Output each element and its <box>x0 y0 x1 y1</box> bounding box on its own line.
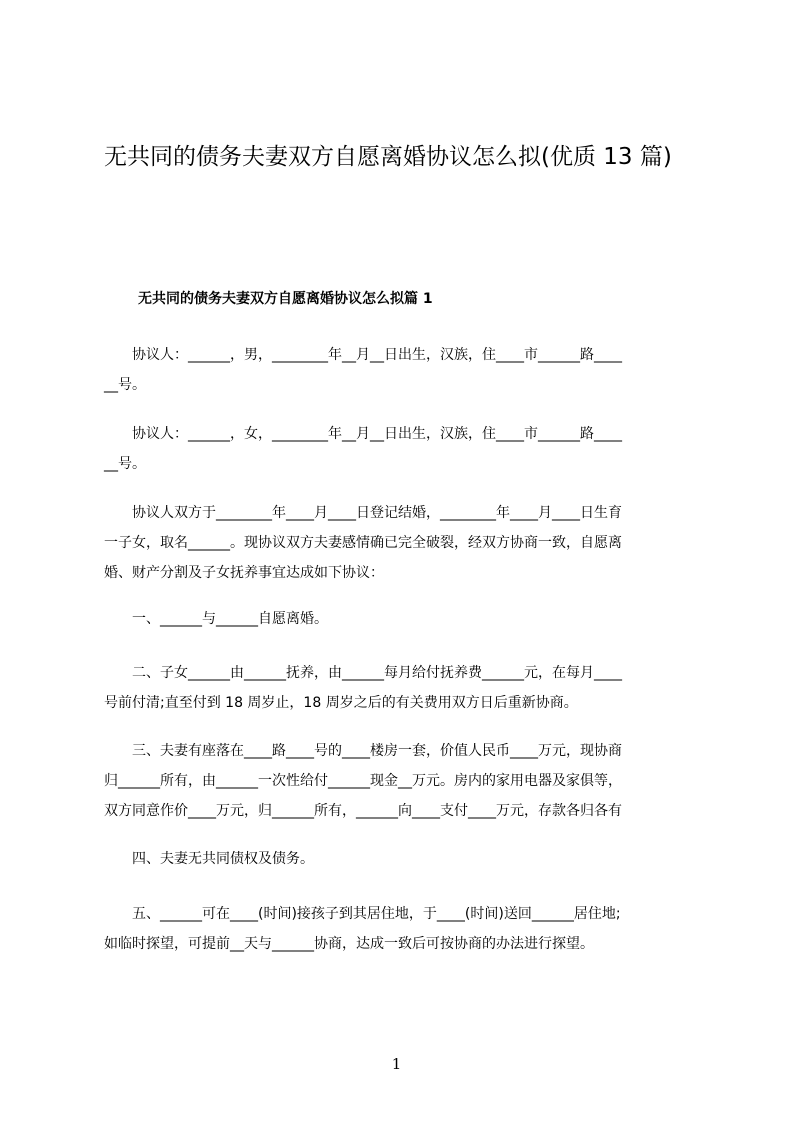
paragraph-party-female <box>104 419 702 479</box>
paragraph-line: 四、夫妻无共同债权及债务。 <box>104 851 314 867</box>
paragraph-line: __号。 <box>104 377 146 393</box>
paragraph-party-male <box>104 340 702 400</box>
paragraph-line: 如临时探望，可提前__天与______协商，达成一致后可按协商的办法进行探望。 <box>104 936 594 952</box>
paragraph-line: 协议人：______，女，________年__月__日出生，汉族，住____市______路____ <box>104 426 622 442</box>
paragraph-line: 婚、财产分割及子女抚养事宜达成如下协议： <box>104 565 384 581</box>
paragraph-line: 协议人：______，男，________年__月__日出生，汉族，住____市______路____ <box>104 347 622 363</box>
paragraph-line: 号前付清;直至付到 18 周岁止，18 周岁之后的有关费用双方日后重新协商。 <box>104 695 578 711</box>
clause-3 <box>104 736 702 826</box>
paragraph-line: 协议人双方于________年____月____日登记结婚，________年____月____日生育 <box>104 505 622 521</box>
clause-4 <box>104 844 702 874</box>
paragraph-line: __号。 <box>104 456 146 472</box>
section-heading: 无共同的债务夫妻双方自愿离婚协议怎么拟篇 1 <box>138 291 433 307</box>
paragraph-line: 三、夫妻有座落在____路____号的____楼房一套，价值人民币____万元，现协商 <box>104 743 622 759</box>
clause-5 <box>104 899 702 959</box>
page-number: 1 <box>391 1055 402 1073</box>
document-title: 无共同的债务夫妻双方自愿离婚协议怎么拟(优质 13 篇) <box>104 144 672 170</box>
paragraph-line: 二、子女______由______抚养，由______每月给付抚养费______元，在每月____ <box>104 665 622 681</box>
paragraph-marriage-info <box>104 498 702 588</box>
paragraph-line: 双方同意作价____万元，归______所有，______向____支付____万元，存款各归各有 <box>104 803 622 819</box>
clause-2 <box>104 658 702 718</box>
clause-1 <box>104 604 702 634</box>
paragraph-line: 一、______与______自愿离婚。 <box>104 611 328 627</box>
paragraph-line: 五、______可在____(时间)接孩子到其居住地，于____(时间)送回______居住地; <box>104 906 621 922</box>
paragraph-line: 一子女，取名______。现协议双方夫妻感情确已完全破裂，经双方协商一致，自愿离 <box>104 535 622 551</box>
paragraph-line: 归______所有，由______一次性给付______现金__万元。房内的家用电器及家俱等， <box>104 773 622 789</box>
